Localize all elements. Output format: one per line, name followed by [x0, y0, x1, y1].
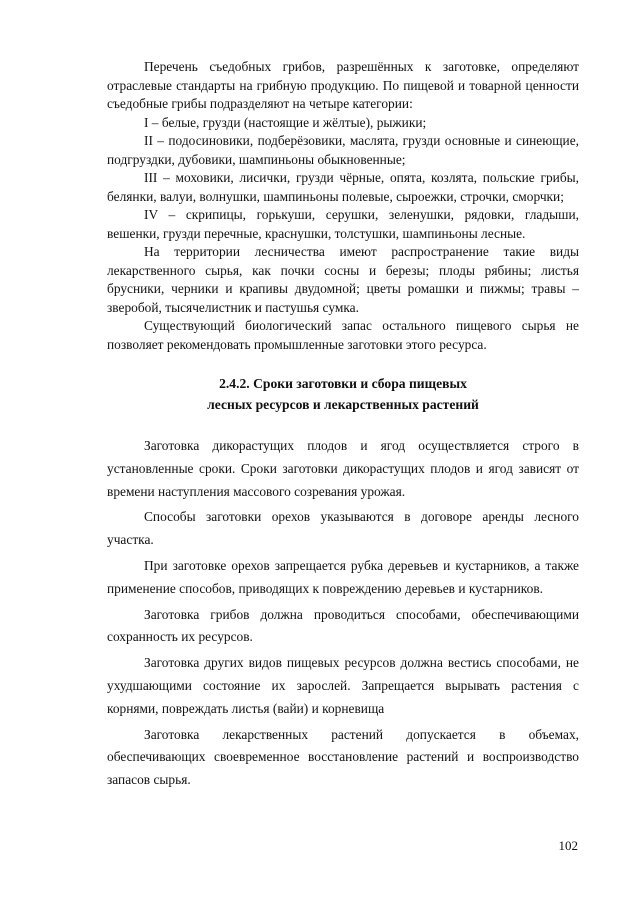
paragraph-medicinal-raw: На территории лесничества имеют распространение такие виды лекарственного сырья, как почки сосны и березы; плоды рябины; листья брусники, черники и крапивы двудомной; цветы ромашки и пижмы; травы – зверобой, тысячелистник и пастушья сумка. — [107, 244, 579, 315]
paragraph-nuts-prohibition: При заготовке орехов запрещается рубка деревьев и кустарников, а также применение способов, приводящих к повреждению деревьев и кустарников. — [107, 557, 579, 596]
paragraph-medicinal-harvest: Заготовка лекарственных растений допускается в объемах, обеспечивающих своевременное восстановление растений и воспроизводство запасов сырья. — [107, 726, 579, 788]
paragraph-fruit-berries: Заготовка дикорастущих плодов и ягод осуществляется строго в установленные сроки. Сроки заготовки дикорастущих плодов и ягод зависят от времени наступления массового созревания урожая. — [107, 438, 579, 499]
document-page — [107, 58, 579, 795]
mushroom-and-herbs-section — [107, 58, 579, 354]
paragraph-category-3: III – моховики, лисички, грузди чёрные, опята, козлята, польские грибы, белянки, валуи, волнушки, шампиньоны полевые, сыроежки, строчки, сморчки; — [107, 170, 579, 204]
paragraph-nuts-methods: Способы заготовки орехов указываются в договоре аренды лесного участка. — [107, 509, 579, 548]
paragraph-other-resources: Заготовка других видов пищевых ресурсов должна вестись способами, не ухудшающими состояние их зарослей. Запрещается вырывать растения с корнями, повреждать листья (вайи) и корневища — [107, 655, 579, 716]
section-heading — [107, 373, 579, 415]
paragraph-category-1: I – белые, грузди (настоящие и жёлтые), рыжики; — [144, 114, 427, 130]
harvest-terms-section — [107, 435, 579, 792]
page-number: 102 — [558, 838, 578, 853]
paragraph-category-4: IV – скрипицы, горькуши, серушки, зеленушки, рядовки, гладыши, вешенки, грузди перечные, краснушки, толстушки, шампиньоны лесные. — [107, 207, 579, 241]
section-heading-line-2: лесных ресурсов и лекарственных растений — [207, 397, 479, 412]
section-heading-line-1: 2.4.2. Сроки заготовки и сбора пищевых — [219, 376, 467, 391]
paragraph-mushroom-intro: Перечень съедобных грибов, разрешённых к заготовке, определяют отраслевые стандарты на грибную продукцию. По пищевой и товарной ценности съедобные грибы подразделяют на четыре категории: — [107, 59, 579, 111]
paragraph-food-stock: Существующий биологический запас остального пищевого сырья не позволяет рекомендовать промышленные заготовки этого ресурса. — [107, 318, 579, 352]
paragraph-mushroom-harvest: Заготовка грибов должна проводиться способами, обеспечивающими сохранность их ресурсов. — [107, 606, 579, 645]
paragraph-category-2: II – подосиновики, подберёзовики, маслята, грузди основные и синеющие, подгруздки, дубовики, шампиньоны обыкновенные; — [107, 133, 579, 167]
